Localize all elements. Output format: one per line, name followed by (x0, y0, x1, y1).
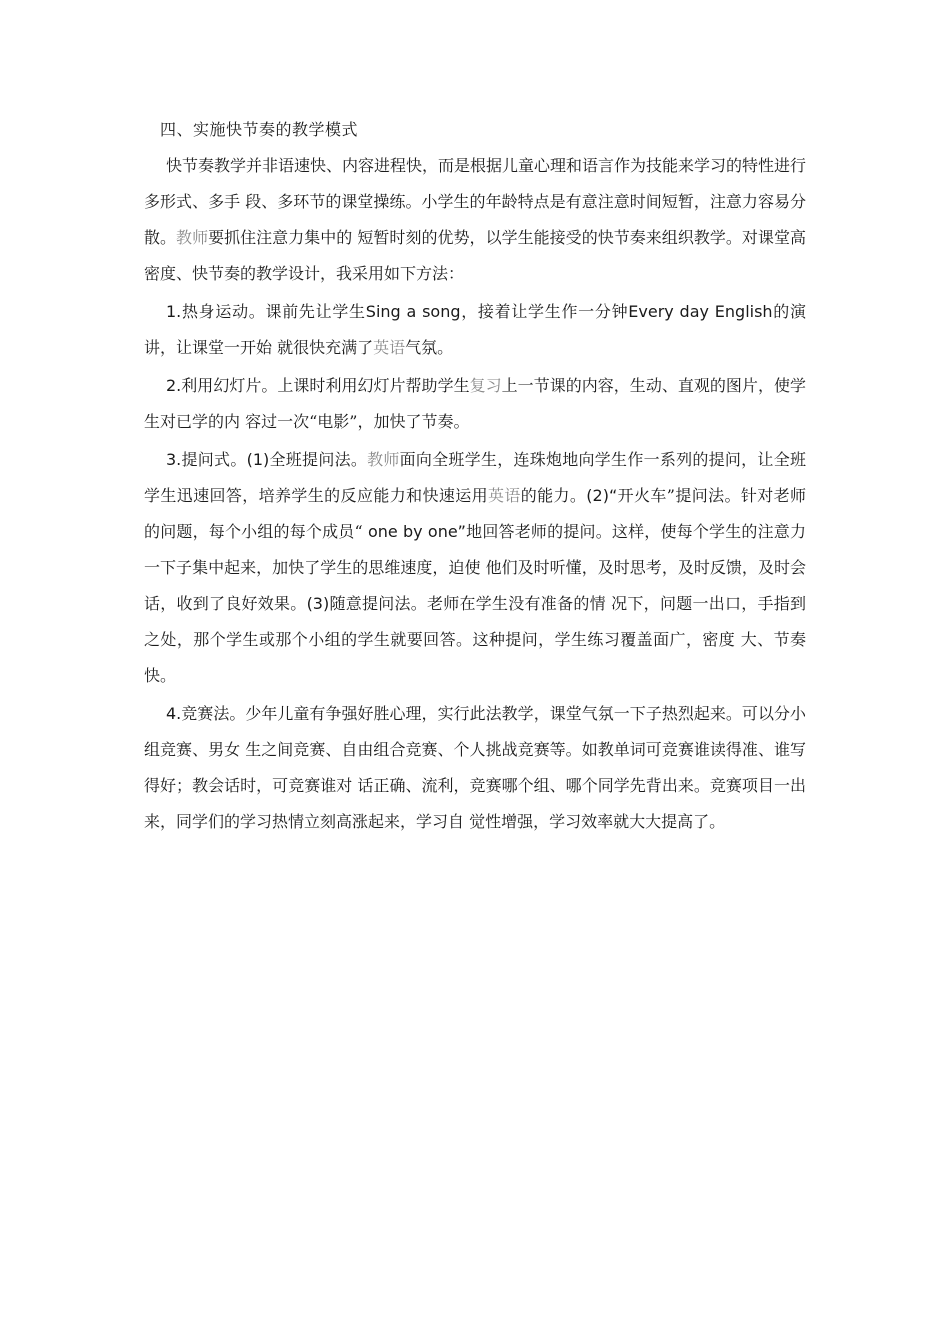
intro-paragraph (144, 148, 806, 292)
keyword-english: 英语 (373, 338, 406, 357)
item-3-sub-2: (2)“ (586, 486, 618, 505)
item-4-text-a: 竞赛法。少年儿童有争强好胜心理，实行此法教学，课堂气氛一下子热烈起来。可以分小组竞赛、男女 生之间竞赛、自由组合竞赛、个人挑战竞赛等。如教单词可竞赛谁读得准、谁写得好；教会话时，可竞赛谁对 话正确、流利，竞赛哪个组、哪个同学先背出来。竞赛项目一出来，同学们的学习热情立刻高涨起来，学习自 觉性增强，学习效率就大大提高了。 (144, 704, 806, 831)
method-item-2 (144, 368, 806, 440)
keyword-teacher-2: 教师 (367, 450, 400, 469)
item-1-text-c: 的演讲，让课堂一开始 就很快充满了 (144, 302, 806, 357)
item-3-text-d: 的能力。 (520, 486, 587, 505)
method-item-3 (144, 442, 806, 694)
item-3-english: one by one” (362, 522, 466, 541)
item-3-text-c: 面向全班学生，连珠炮地向学生作一系列的提问，让全班学生迅速回答，培养学生的反应能力和快速运用 (144, 450, 806, 505)
method-item-1 (144, 294, 806, 366)
item-1-text-a: 热身运动。课前先让学生 (181, 302, 366, 321)
item-3-text-g: 随意提问法。老师在学生没有准备的情 况下，问题一出口，手指到之处，那个学生或那个小组的学生就要回答。这种提问，学生练习覆盖面广，密度 大、节奏快。 (144, 594, 806, 685)
keyword-review: 复习 (469, 376, 502, 395)
item-3-text-b: 全班提问法。 (269, 450, 368, 469)
intro-text-tail: 要抓住注意力集中的 短暂时刻的优势，以学生能接受的快节奏来组织教学。对课堂高密度、快节奏的教学设计，我采用如下方法： (144, 228, 806, 283)
item-2-number: 2. (166, 376, 182, 395)
item-1-text-d: 气氛。 (405, 338, 454, 357)
keyword-teacher: 教师 (176, 228, 209, 247)
item-1-number: 1. (166, 302, 182, 321)
document-page (144, 112, 806, 840)
method-item-4 (144, 696, 806, 840)
item-1-english-2: Every day English (628, 302, 773, 321)
item-2-text-b: 上一节课的内容，生动、直观的图片，使学生对已学的内 容过一次“电影”，加快了节奏。 (144, 376, 806, 431)
item-1-english-1: Sing a song (365, 302, 461, 321)
item-3-text-a: 提问式。 (181, 450, 247, 469)
item-4-number: 4. (166, 704, 182, 723)
item-2-text-a: 利用幻灯片。上课时利用幻灯片帮助学生 (181, 376, 470, 395)
item-1-text-b: ，接着让学生作一分钟 (460, 302, 629, 321)
item-3-text-f: 地回答老师的提问。这样，使每个学生的注意力一下子集中起来，加快了学生的思维速度，迫使 他们及时听懂，及时思考，及时反馈，及时会话，收到了良好效果。 (144, 522, 806, 613)
item-3-sub-1: (1) (246, 450, 270, 469)
item-3-text-e: 开火车”提问法。针对老师的问题，每个小组的每个成员“ (144, 486, 806, 541)
item-3-number: 3. (166, 450, 182, 469)
keyword-english-2: 英语 (487, 486, 521, 505)
intro-text: 快节奏教学并非语速快、内容进程快，而是根据儿童心理和语言作为技能来学习的特性进行多形式、多手 段、多环节的课堂操练。小学生的年龄特点是有意注意时间短暂，注意力容易分散。 (144, 156, 807, 247)
item-3-sub-3: (3) (306, 594, 330, 613)
section-heading: 四、实施快节奏的教学模式 (160, 120, 359, 139)
